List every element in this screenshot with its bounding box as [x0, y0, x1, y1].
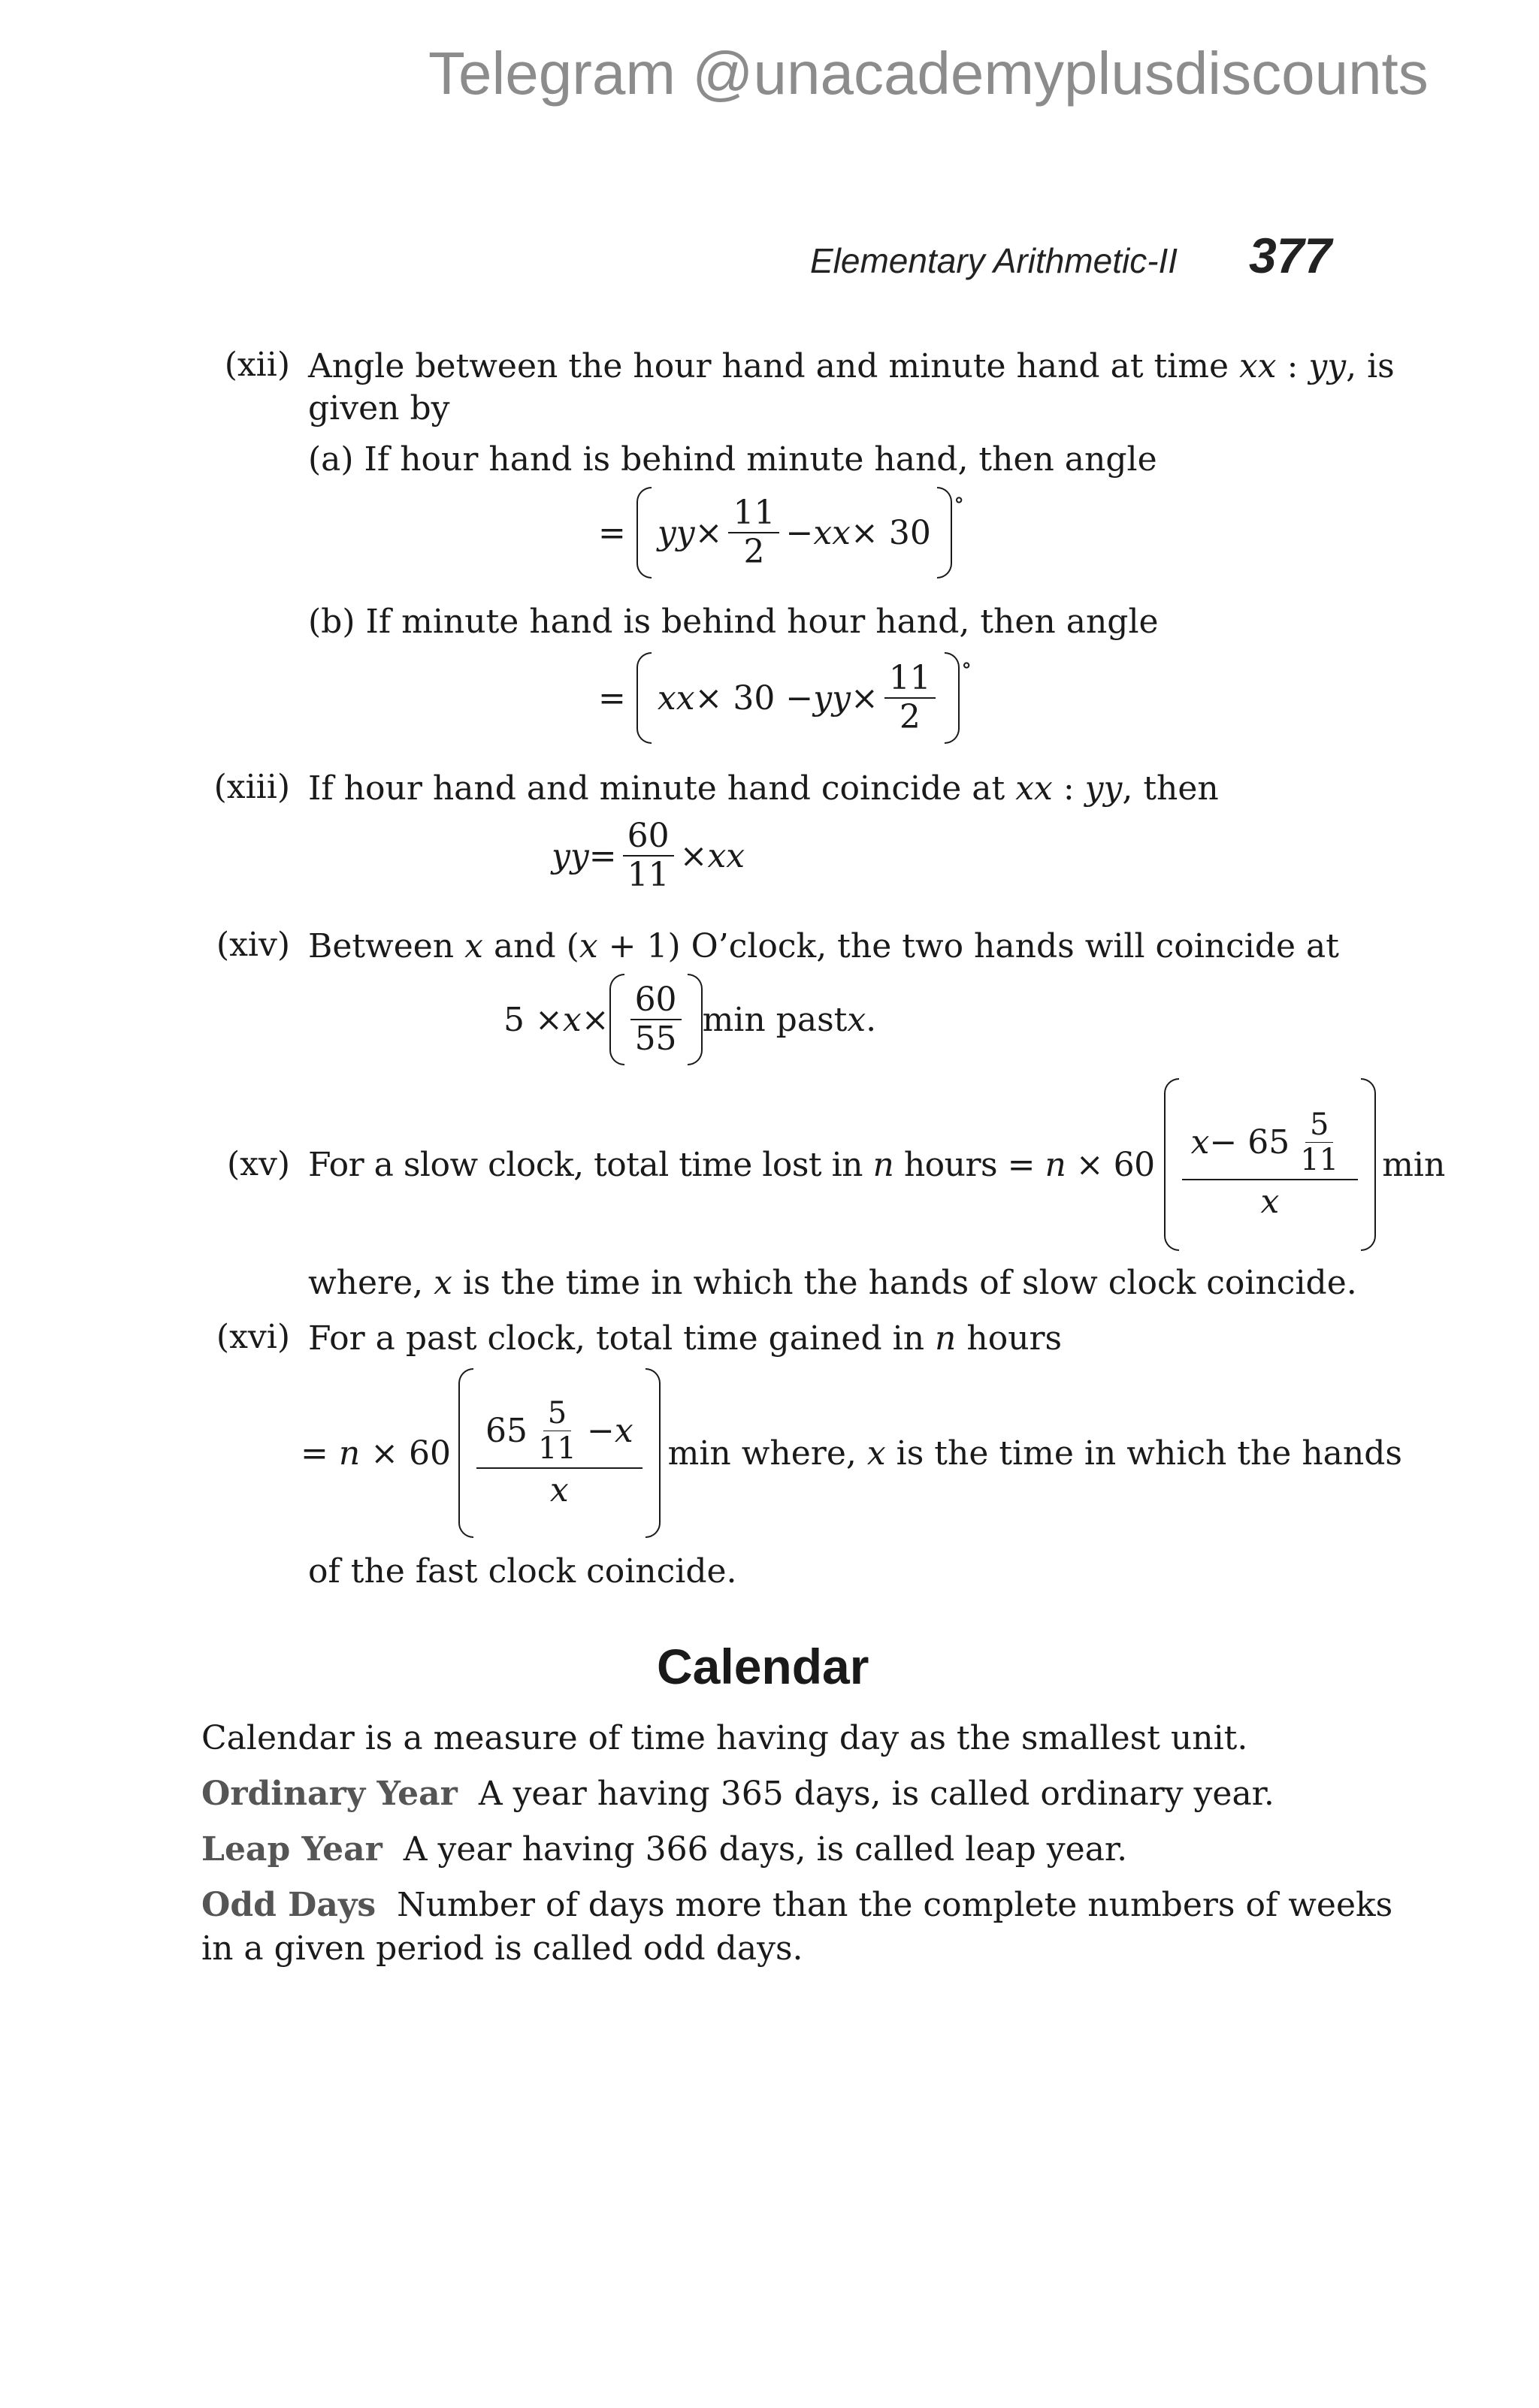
term-odd-days: Odd Days	[201, 1886, 376, 1924]
left-paren	[609, 974, 624, 1065]
fraction-5-over-11: $\frac{5}{11}$	[538, 1396, 576, 1467]
calendar-intro: Calendar is a measure of time having day as the smallest unit.	[201, 1719, 1248, 1757]
left-paren	[636, 652, 652, 744]
xv-formula: For a slow clock, total time lost in n hours = n × 60 x − 65 $\frac{5}{11}$ x min	[308, 1074, 1445, 1255]
xii-line2: given by	[308, 389, 450, 428]
section-heading-calendar: Calendar	[657, 1639, 869, 1694]
item-label-xv: (xv)	[226, 1145, 290, 1183]
right-paren	[1361, 1078, 1376, 1251]
running-title: Elementary Arithmetic-II	[810, 241, 1178, 280]
watermark: Telegram @unacademyplusdiscounts	[428, 40, 1429, 107]
fraction-11-over-2: $\frac{11}{2}$	[728, 496, 779, 570]
xiv-text: Between x and (x + 1) O’clock, the two hands will coincide at	[308, 927, 1339, 965]
xv-where: where, x is the time in which the hands of slow clock coincide.	[308, 1264, 1357, 1302]
item-label-xvi: (xvi)	[216, 1318, 290, 1356]
degree-symbol: ∘	[960, 652, 972, 678]
term-leap-year: Leap Year	[201, 1830, 382, 1869]
xii-formula-b: = xx × 30 − yy × $\frac{11}{2}$ ∘	[598, 652, 972, 744]
xiii-text: If hour hand and minute hand coincide at xx : yy, then	[308, 769, 1219, 808]
definition-ordinary-year: Ordinary Year A year having 365 days, is called ordinary year.	[201, 1775, 1274, 1813]
definition-odd-days: Odd Days Number of days more than the complete numbers of weeks	[201, 1886, 1393, 1924]
fraction-60-over-55: $\frac{60}{55}$	[630, 983, 682, 1056]
right-paren	[945, 652, 960, 744]
left-paren	[1164, 1078, 1179, 1251]
right-paren	[937, 487, 952, 579]
definition-leap-year: Leap Year A year having 366 days, is called leap year.	[201, 1830, 1128, 1869]
xii-case-a: (a) If hour hand is behind minute hand, then angle	[308, 440, 1157, 479]
left-paren	[458, 1368, 473, 1538]
right-paren	[688, 974, 703, 1065]
item-label-xii: (xii)	[224, 346, 290, 384]
term-ordinary-year: Ordinary Year	[201, 1775, 458, 1813]
right-paren	[646, 1368, 661, 1538]
xii-line1: Angle between the hour hand and minute hand at time xx : yy, is	[308, 347, 1395, 385]
fraction-fast-clock: 65 $\frac{5}{11}$ − x x	[476, 1397, 643, 1508]
fraction-5-over-11: $\frac{5}{11}$	[1300, 1107, 1339, 1178]
xvi-formula: = n × 60 65 $\frac{5}{11}$ − x x min where, x is the time in which the hands	[301, 1366, 1402, 1540]
definition-odd-days-cont: in a given period is called odd days.	[201, 1929, 803, 1968]
xvi-last-line: of the fast clock coincide.	[308, 1552, 737, 1591]
page-number: 377	[1249, 228, 1332, 283]
fraction-slow-clock: x − 65 $\frac{5}{11}$ x	[1182, 1109, 1359, 1219]
xii-formula-a: = yy × $\frac{11}{2}$ − xx × 30 ∘	[598, 487, 965, 579]
item-label-xiv: (xiv)	[216, 926, 290, 964]
degree-symbol: ∘	[953, 487, 965, 513]
xiii-formula: yy = $\frac{60}{11}$ × xx	[552, 817, 745, 895]
xvi-text: For a past clock, total time gained in n hours	[308, 1319, 1063, 1358]
xiv-formula: 5 × x × $\frac{60}{55}$ min past x .	[503, 974, 876, 1065]
item-label-xiii: (xiii)	[213, 768, 290, 806]
fraction-11-over-2: $\frac{11}{2}$	[884, 661, 936, 735]
fraction-60-over-11: $\frac{60}{11}$	[623, 819, 674, 893]
xii-case-b: (b) If minute hand is behind hour hand, then angle	[308, 603, 1159, 641]
left-paren	[636, 487, 652, 579]
